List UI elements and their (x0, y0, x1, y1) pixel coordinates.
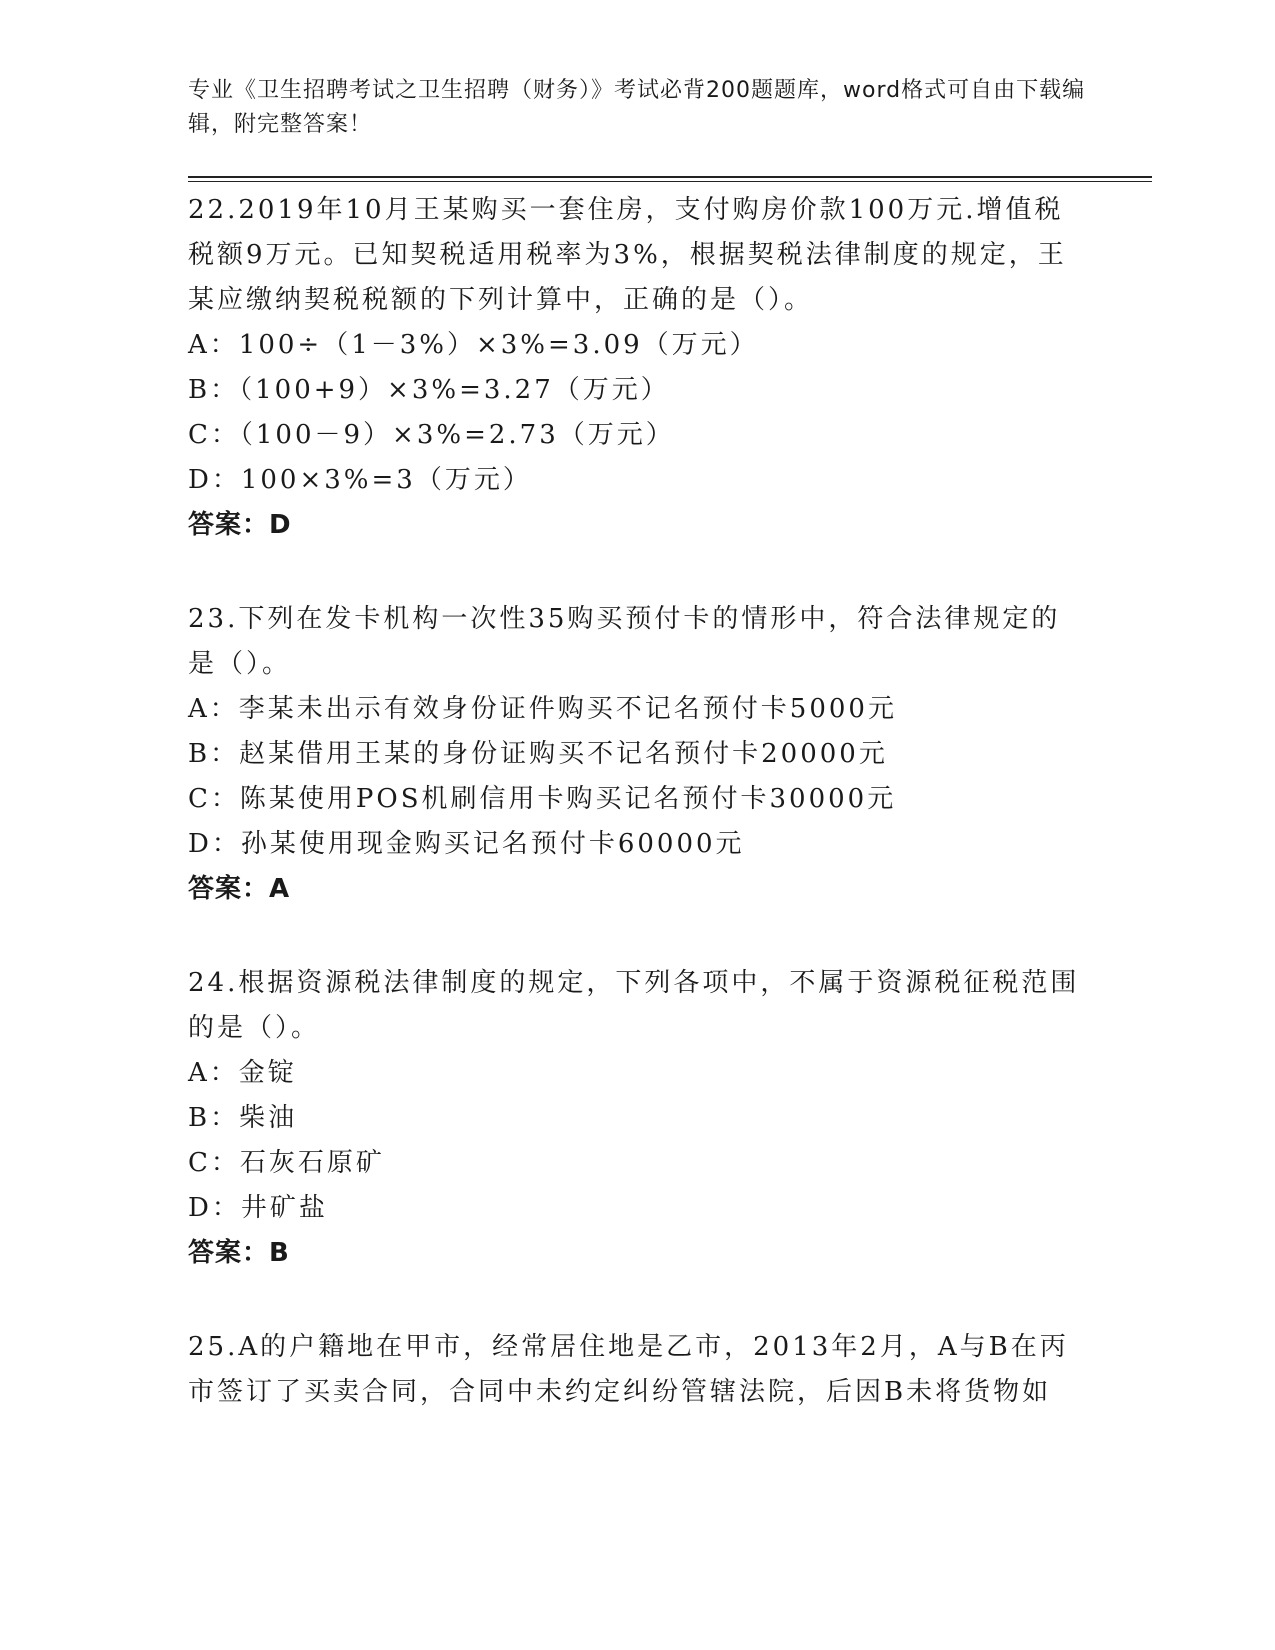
question-23 (188, 597, 1088, 912)
question-list (188, 188, 1088, 1415)
option-d: D：井矿盐 (188, 1193, 328, 1223)
question-stem: 23.下列在发卡机构一次性35购买预付卡的情形中，符合法律规定的是（）。 (188, 604, 1061, 679)
question-25 (188, 1325, 1088, 1415)
header-divider-thick (188, 176, 1152, 178)
option-b: B：（100+9）×3%=3.27（万元） (188, 375, 670, 405)
answer-label: 答案：D (188, 510, 292, 540)
question-22 (188, 188, 1088, 548)
option-d: D：100×3%=3（万元） (188, 465, 532, 495)
option-b: B：柴油 (188, 1103, 298, 1133)
question-stem: 25.A的户籍地在甲市，经常居住地是乙市，2013年2月，A与B在丙市签订了买卖合同，合同中未约定纠纷管辖法院，后因B未将货物如 (188, 1332, 1069, 1407)
option-d: D：孙某使用现金购买记名预付卡60000元 (188, 829, 745, 859)
question-stem: 24.根据资源税法律制度的规定，下列各项中，不属于资源税征税范围的是（）。 (188, 968, 1080, 1043)
option-c: C：（100－9）×3%=2.73（万元） (188, 420, 675, 450)
answer-label: 答案：A (188, 874, 291, 904)
option-b: B：赵某借用王某的身份证购买不记名预付卡20000元 (188, 739, 888, 769)
header-divider-thin (188, 181, 1152, 182)
option-a: A：金锭 (188, 1058, 297, 1088)
document-header: 专业《卫生招聘考试之卫生招聘（财务）》考试必背200题题库，word格式可自由下载编辑，附完整答案！ (188, 78, 1086, 137)
question-24 (188, 961, 1088, 1276)
option-a: A：李某未出示有效身份证件购买不记名预付卡5000元 (188, 694, 897, 724)
answer-label: 答案：B (188, 1238, 290, 1268)
option-c: C：石灰石原矿 (188, 1148, 385, 1178)
option-a: A：100÷（1－3%）×3%=3.09（万元） (188, 330, 759, 360)
option-c: C：陈某使用POS机刷信用卡购买记名预付卡30000元 (188, 784, 897, 814)
question-stem: 22.2019年10月王某购买一套住房，支付购房价款100万元.增值税税额9万元。已知契税适用税率为3%，根据契税法律制度的规定，王某应缴纳契税税额的下列计算中，正确的是（）。 (188, 195, 1067, 315)
